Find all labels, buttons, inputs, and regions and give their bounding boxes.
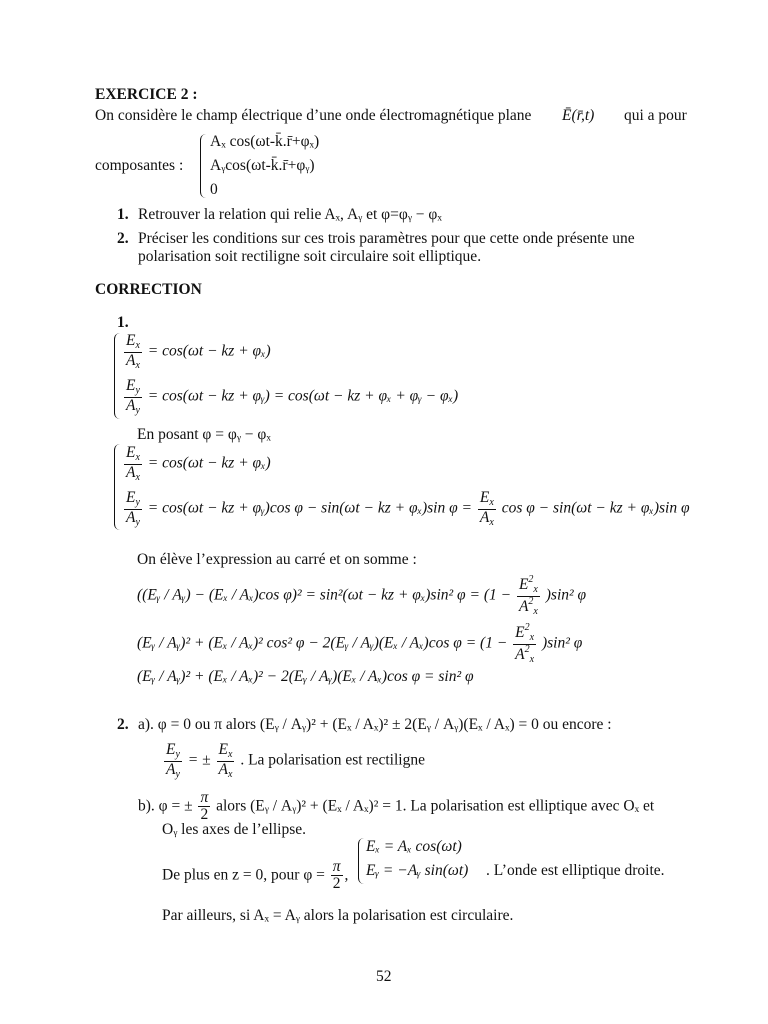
eq1b: $\frac{E_y}{A_y}$ = cos(ωt − kz + φᵧ) = cos(ωt − kz + φₓ + φᵧ − φₓ) bbox=[126, 377, 459, 416]
eq2a: $\frac{E_x}{A_x}$ = cos(ωt − kz + φₓ) bbox=[126, 444, 271, 483]
z-system-brace bbox=[358, 838, 365, 884]
part-1-number: 1. bbox=[117, 314, 129, 331]
eq2b: $\frac{E_y}{A_y}$ = cos(ωt − kz + φᵧ)cos φ − sin(ωt − kz + φₓ)sin φ = $\frac{E_x}{A_x}$ cos φ − sin(ωt − kz + φₓ)sin φ bbox=[126, 489, 690, 528]
components-label: composantes : bbox=[95, 157, 184, 174]
exercise-title: EXERCICE 2 : bbox=[95, 86, 198, 103]
component-z: 0 bbox=[210, 181, 218, 198]
eq3a: ((Eᵧ / Aᵧ) − (Eₓ / Aₓ)cos φ)² = sin²(ωt − kz + φₓ)sin² φ = (1 − $\frac{E^2_x}{A^2_x}$ )sin² φ bbox=[137, 574, 587, 617]
eq1a: $\frac{E_x}{A_x}$ = cos(ωt − kz + φₓ) bbox=[126, 332, 271, 371]
question-1-text: Retrouver la relation qui relie Aₓ, Aᵧ et φ=φᵧ − φₓ bbox=[138, 206, 442, 223]
part-2-number: 2. bbox=[117, 716, 129, 733]
eq3b: (Eᵧ / Aᵧ)² + (Eₓ / Aₓ)² cos² φ − 2(Eᵧ / Aᵧ)(Eₓ / Aₓ)cos φ = (1 − $\frac{E^2_x}{A^2_x}$ )sin² φ bbox=[137, 622, 583, 665]
page-number: 52 bbox=[376, 968, 392, 985]
posant-text: En posant φ = φᵧ − φₓ bbox=[137, 426, 271, 443]
question-2-number: 2. bbox=[117, 230, 129, 247]
part-2a-equation: $\frac{E_y}{A_y}$ = ± $\frac{E_x}{A_x}$ . La polarisation est rectiligne bbox=[166, 741, 425, 780]
z-condition: De plus en z = 0, pour φ = $\frac{\pi}{2}$ , bbox=[162, 858, 349, 893]
intro-text: On considère le champ électrique d’une onde électromagnétique plane bbox=[95, 107, 532, 124]
system-2-brace bbox=[114, 444, 121, 530]
part-2a-text: a). φ = 0 ou π alors (Eᵧ / Aᵧ)² + (Eₓ / Aₓ)² ± 2(Eᵧ / Aᵧ)(Eₓ / Aₓ) = 0 ou encore : bbox=[138, 716, 612, 733]
system-1-brace bbox=[114, 333, 121, 419]
question-2-line-1: Préciser les conditions sur ces trois paramètres pour que cette onde présente une bbox=[138, 230, 635, 247]
field-symbol: Ē(r̄,t) bbox=[562, 107, 595, 124]
z-eq-ey: Eᵧ = −Aᵧ sin(ωt) bbox=[366, 862, 469, 879]
part-2b-line-1: b). φ = ± $\frac{\pi}{2}$ alors (Eᵧ / Aᵧ)² + (Eₓ / Aₓ)² = 1. La polarisation est elliptique avec Oₓ et bbox=[138, 789, 655, 824]
z-result: . L’onde est elliptique droite. bbox=[486, 862, 665, 879]
question-2-line-2: polarisation soit rectiligne soit circulaire soit elliptique. bbox=[138, 248, 482, 265]
intro-text-end: qui a pour bbox=[624, 107, 687, 124]
component-y: Aᵧcos(ωt-k̄.r̄+φᵧ) bbox=[210, 157, 315, 174]
z-eq-ex: Eₓ = Aₓ cos(ωt) bbox=[366, 838, 462, 855]
correction-title: CORRECTION bbox=[95, 281, 202, 298]
question-1-number: 1. bbox=[117, 206, 129, 223]
circular-note: Par ailleurs, si Aₓ = Aᵧ alors la polarisation est circulaire. bbox=[162, 907, 514, 924]
components-brace bbox=[200, 134, 207, 198]
eq4: (Eᵧ / Aᵧ)² + (Eₓ / Aₓ)² − 2(Eᵧ / Aᵧ)(Eₓ / Aₓ)cos φ = sin² φ bbox=[137, 668, 474, 685]
square-text: On élève l’expression au carré et on somme : bbox=[137, 551, 417, 568]
component-x: Aₓ cos(ωt-k̄.r̄+φₓ) bbox=[210, 133, 320, 150]
part-2b-line-2: Oᵧ les axes de l’ellipse. bbox=[162, 821, 306, 838]
